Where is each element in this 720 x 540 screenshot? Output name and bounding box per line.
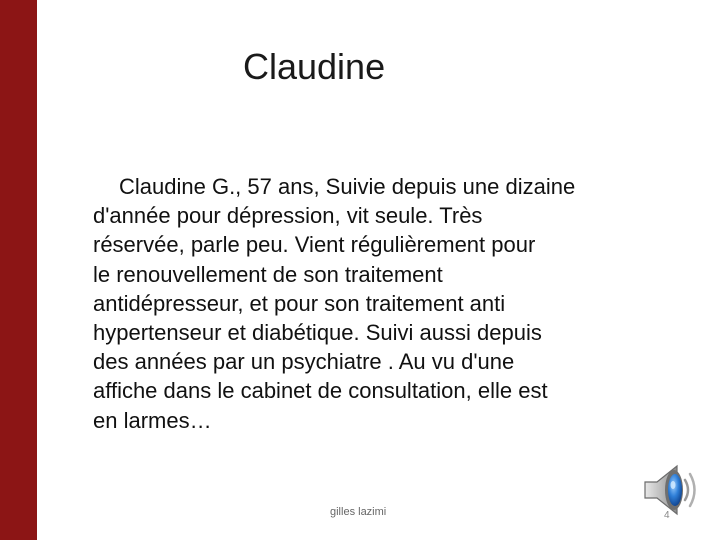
body-line: d'année pour dépression, vit seule. Très [93,203,483,229]
body-line: réservée, parle peu. Vient régulièrement pour [93,232,536,258]
body-line: en larmes… [93,407,212,433]
body-line: antidépresseur, et pour son traitement anti [93,290,506,316]
page-number: 4 [664,510,670,521]
body-line: affiche dans le cabinet de consultation, elle est [93,378,548,404]
left-accent-bar [0,0,37,540]
body-line: le renouvellement de son traitement [93,261,443,287]
slide-footer: gilles lazimi [330,506,387,518]
slide-body [93,172,653,435]
body-line: hypertenseur et diabétique. Suivi aussi depuis [93,320,542,346]
slide-title: Claudine [243,46,386,87]
body-line: Claudine G., 57 ans, Suivie depuis une dizaine [119,174,576,199]
body-line: des années par un psychiatre . Au vu d'une [93,349,515,375]
